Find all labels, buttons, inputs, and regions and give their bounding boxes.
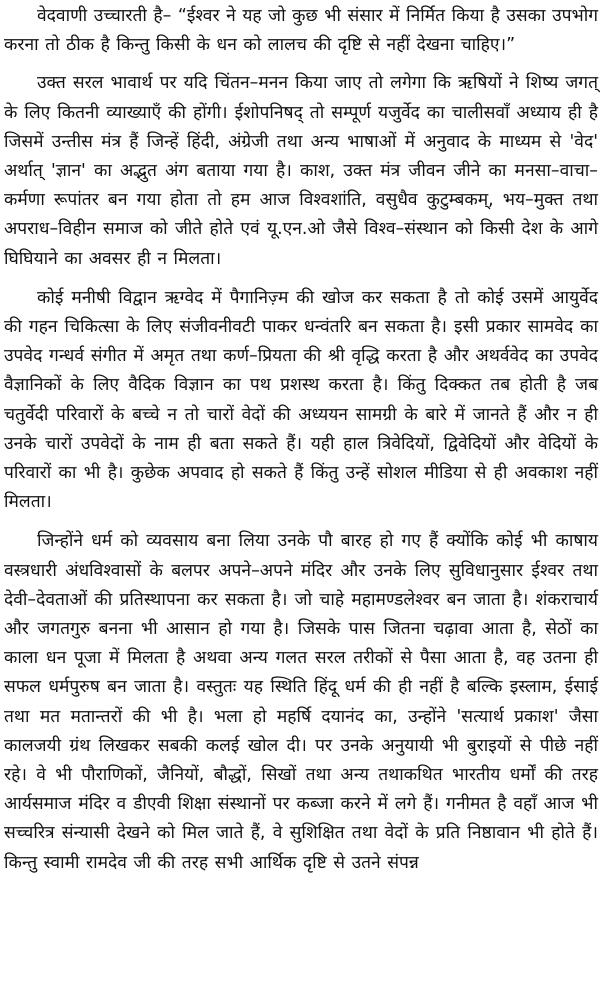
paragraph-vedvani-quote: वेदवाणी उच्चारती है– “ईश्वर ने यह जो कुछ भी संसार में निर्मित किया है उसका उपभोग करना तो ठीक है किन्तु किसी के धन को लालच की दृष्टि से नहीं देखना चाहिए।” (4, 6, 598, 56)
paragraph-ishopanishad: उक्त सरल भावार्थ पर यदि चिंतन–मनन किया जाए तो लगेगा कि ऋषियों ने शिष्य जगत् के लिए कितनी व्याख्याएँ की होंगी। ईशोपनिषद् तो सम्पूर्ण यजुर्वेद का चालीसवाँ अध्याय ही है जिसमें उन्तीस मंत्र हैं जिन्हें हिंदी, अंग्रेजी तथा अन्य भाषाओं में अनुवाद के माध्यम से 'वेद' अर्थात् 'ज्ञान' का अद्भुत अंग बताया गया है। काश, उक्त मंत्र जीवन जीने का मनसा–वाचा–कर्मणा रूपांतर बन गया होता तो हम आज विश्वशांति, वसुधैव कुटुम्बकम्, भय–मुक्त तथा अपराध–विहीन समाज को जीते होते एवं यू.एन.ओ जैसे विश्व–संस्थान को किसी देश के आगे घिघियाने का अवसर ही न मिलता। (4, 73, 598, 269)
paragraph-vedas-upavedas: कोई मनीषी विद्वान ऋग्वेद में पैगानिज़्म की खोज कर सकता है तो कोई उसमें आयुर्वेद की गहन चिकित्सा के लिए संजीवनीवटी पाकर धन्वंतरि बन सकता है। इसी प्रकार सामवेद का उपवेद गन्धर्व संगीत में अमृत तथा कर्ण–प्रियता की श्री वृद्धि करता है और अथर्ववेद का उपवेद वैज्ञानिकों के लिए वैदिक विज्ञान का पथ प्रशस्थ करता है। किंतु दिक्कत तब होती है जब चतुर्वेदी परिवारों के बच्चे न तो चारों वेदों की अध्ययन सामग्री के बारे में जानते हैं और न ही उनके चारों उपवेदों के नाम ही बता सकते हैं। यही हाल त्रिवेदियों, द्विवेदियों और वेदियों के परिवारों का भी है। कुछेक अपवाद हो सकते हैं किंतु उन्हें सोशल मीडिया से ही अवकाश नहीं मिलता। (4, 287, 598, 513)
paragraph-religion-business: जिन्होंने धर्म को व्यवसाय बना लिया उनके पौ बारह हो गए हैं क्योंकि कोई भी काषाय वस्त्रधारी अंधविश्वासों के बलपर अपने–अपने मंदिर और उनके लिए सुविधानुसार ईश्वर तथा देवी–देवताओं की प्रतिस्थापना कर सकता है। जो चाहे महामण्डलेश्वर बन जाता है। शंकराचार्य और जगतगुरु बनना भी आसान हो गया है। जिसके पास जितना चढ़ावा आता है, सेठों का काला धन पूजा में मिलता है अथवा अन्य गलत सरल तरीकों से पैसा आता है, वह उतना ही सफल धर्मपुरुष बन जाता है। वस्तुतः यह स्थिति हिंदू धर्म की ही नहीं है बल्कि इस्लाम, ईसाई तथा मत मतान्तरों की भी है। भला हो महर्षि दयानंद का, उन्होंने 'सत्यार्थ प्रकाश' जैसा कालजयी ग्रंथ लिखकर सबकी कलई खोल दी। पर उनके अनुयायी भी बुराइयों से पीछे नहीं रहे। वे भी पौराणिकों, जैनियों, बौद्धों, सिखों तथा अन्य तथाकथित भारतीय धर्मों की तरह आर्यसमाज मंदिर व डीएवी शिक्षा संस्थानों पर कब्जा करने में लगे हैं। गनीमत है वहाँ आज भी सच्चरित्र संन्यासी देखने को मिल जाते हैं, वे सुशिक्षित तथा वेदों के प्रति निष्ठावान भी होते हैं। किन्तु स्वामी रामदेव जी की तरह सभी आर्थिक दृष्टि से उतने संपन्न (4, 531, 598, 873)
